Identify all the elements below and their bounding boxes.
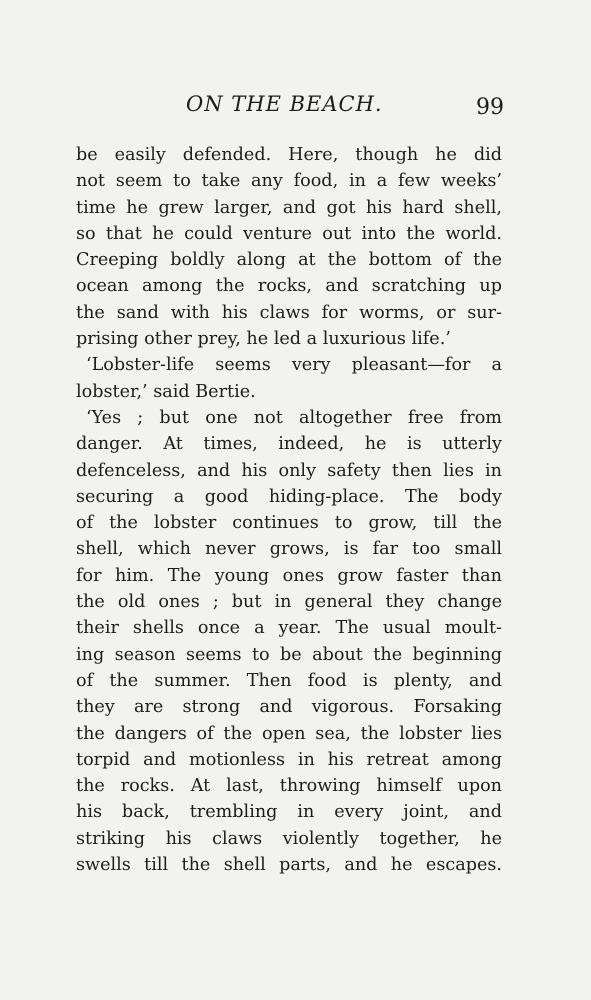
text-line: ‘Yes ; but one not altogether free from [86, 407, 502, 428]
text-line: their shells once a year. The usual moult- [76, 618, 502, 639]
text-line: Creeping boldly along at the bottom of the [76, 250, 502, 271]
text-line: ‘Lobster-life seems very pleasant—for a [86, 355, 502, 376]
text-line: his back, trembling in every joint, and [76, 802, 502, 823]
text-line: not seem to take any food, in a few weeks’ [76, 171, 502, 192]
text-line: swells till the shell parts, and he escapes. [76, 855, 502, 876]
body-text [76, 142, 502, 878]
text-line: they are strong and vigorous. Forsaking [76, 697, 502, 718]
text-line: of the lobster continues to grow, till the [76, 513, 502, 534]
text-line: the sand with his claws for worms, or sur- [76, 302, 502, 323]
text-line: striking his claws violently together, he [76, 828, 502, 849]
text-line: ing season seems to be about the beginning [76, 644, 502, 665]
text-line: the rocks. At last, throwing himself upon [76, 776, 502, 797]
text-line: be easily defended. Here, though he did [76, 145, 502, 165]
running-title: ON THE BEACH. [186, 92, 383, 116]
text-line: so that he could venture out into the world. [76, 223, 502, 244]
text-line: lobster,’ said Bertie. [76, 381, 256, 402]
text-line: the dangers of the open sea, the lobster lies [76, 723, 502, 744]
text-line: time he grew larger, and got his hard shell, [76, 197, 502, 218]
text-line: torpid and motionless in his retreat among [76, 749, 502, 770]
text-line: shell, which never grows, is far too small [76, 539, 502, 560]
text-line: securing a good hiding-place. The body [76, 486, 502, 507]
page-number: 99 [476, 95, 504, 120]
text-line: the old ones ; but in general they change [76, 592, 502, 613]
text-line: for him. The young ones grow faster than [76, 565, 502, 586]
text-line: prising other prey, he led a luxurious life.’ [76, 329, 451, 350]
text-line: defenceless, and his only safety then lies in [76, 460, 502, 481]
running-head [76, 90, 504, 124]
text-line: of the summer. Then food is plenty, and [76, 670, 502, 691]
text-line: ocean among the rocks, and scratching up [76, 276, 502, 297]
text-line: danger. At times, indeed, he is utterly [76, 434, 502, 455]
